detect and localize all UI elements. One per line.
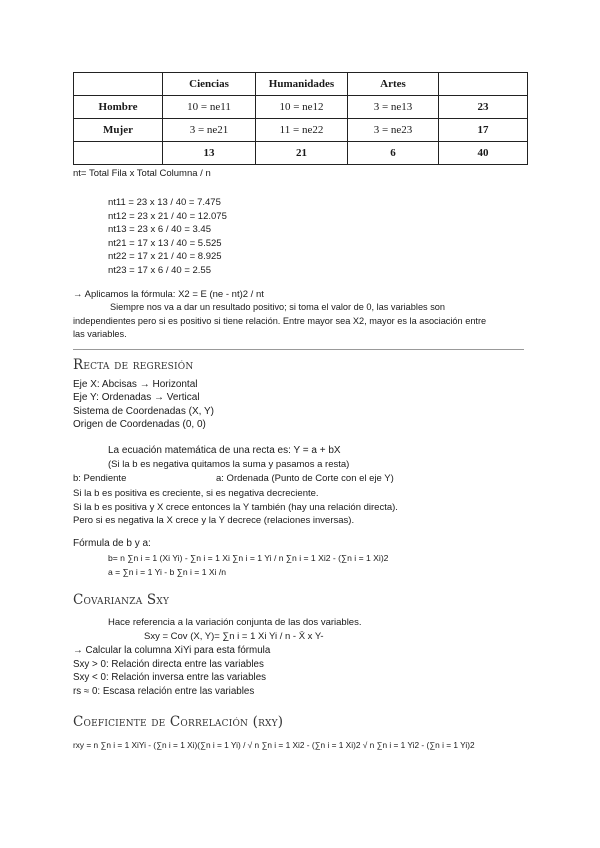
nt-line: nt13 = 23 x 6 / 40 = 3.45 [108, 224, 211, 236]
nt-line: nt11 = 23 x 13 / 40 = 7.475 [108, 197, 221, 208]
section-heading-regresion: Recta de regresión [73, 357, 194, 373]
table-cell: 3 = ne13 [348, 96, 439, 119]
contingency-table [73, 72, 528, 165]
covarianza-line: → Calcular la columna XiYi para esta fórmula [73, 645, 271, 656]
covarianza-formula: Sxy = Cov (X, Y)= ∑n i = 1 Xi Yi / n - X̄ x Y- [144, 631, 324, 642]
table-cell: 10 = ne11 [163, 96, 256, 119]
ordenada-label: a: Ordenada (Punto de Corte con el eje Y) [216, 473, 394, 484]
table-row [74, 96, 528, 119]
covarianza-line: Sxy > 0: Relación directa entre las variables [73, 658, 264, 670]
table-header-cell: Ciencias [163, 73, 256, 96]
table-cell: 10 = ne12 [256, 96, 348, 119]
nt-line: nt12 = 23 x 21 / 40 = 12.075 [108, 210, 227, 222]
section-divider [73, 349, 524, 350]
section-heading-correlacion: Coeficiente de Correlación (rxy) [73, 714, 284, 730]
ecuacion-note: (Si la b es negativa quitamos la suma y pasamos a resta) [108, 459, 350, 470]
table-cell: 13 [163, 142, 256, 165]
table-row [74, 119, 528, 142]
covarianza-intro: Hace referencia a la variación conjunta de las dos variables. [108, 617, 362, 628]
table-cell [74, 142, 163, 165]
chi-paragraph [73, 301, 528, 342]
covarianza-line: rs ≈ 0: Escasa relación entre las variables [73, 685, 255, 697]
table-cell: 6 [348, 142, 439, 165]
table-cell: 17 [439, 119, 528, 142]
chi-formula: → Aplicamos la fórmula: X2 = E (ne - nt)2 / nt [73, 289, 264, 300]
pendiente-label: b: Pendiente [73, 473, 127, 484]
table-cell: Hombre [74, 96, 163, 119]
nt-line: nt23 = 17 x 6 / 40 = 2.55 [108, 264, 211, 276]
section-heading-covarianza: Covarianza Sxy [73, 592, 170, 608]
table-header-cell: Artes [348, 73, 439, 96]
correlacion-formula: rxy = n ∑n i = 1 XiYi - (∑n i = 1 Xi)(∑n i = 1 Yi) / √ n ∑n i = 1 Xi2 - (∑n i = 1 Xi)2 √ n ∑n i = 1 Yi2 - (∑n i = 1 Yi)2 [73, 740, 475, 750]
table-row [74, 142, 528, 165]
table-cell: Mujer [74, 119, 163, 142]
axes-line: Eje Y: Ordenadas → Vertical [73, 392, 200, 404]
axes-line: Origen de Coordenadas (0, 0) [73, 418, 206, 430]
nt-list [108, 196, 227, 278]
table-header-cell: Humanidades [256, 73, 348, 96]
b-line: Pero si es negativa la X crece y la Y decrece (relaciones inversas). [73, 515, 355, 526]
nt-formula: nt= Total Fila x Total Columna / n [73, 168, 211, 179]
table-header-cell [439, 73, 528, 96]
covarianza-list [73, 644, 270, 698]
table-header-row [74, 73, 528, 96]
table-cell: 40 [439, 142, 528, 165]
axes-line: Eje X: Abcisas → Horizontal [73, 379, 198, 390]
formula-title: Fórmula de b y a: [73, 538, 151, 549]
chi-line: las variables. [73, 329, 127, 339]
covarianza-line: Sxy < 0: Relación inversa entre las variables [73, 672, 267, 683]
table-cell: 3 = ne23 [348, 119, 439, 142]
table-cell: 23 [439, 96, 528, 119]
table-cell: 21 [256, 142, 348, 165]
chi-line: independientes pero si es positivo si tiene relación. Entre mayor sea X2, mayor es la asociación entre [73, 315, 487, 326]
nt-line: nt21 = 17 x 13 / 40 = 5.525 [108, 237, 222, 249]
nt-line: nt22 = 17 x 21 / 40 = 8.925 [108, 251, 222, 263]
table-cell: 3 = ne21 [163, 119, 256, 142]
b-line: Si la b es positiva y X crece entonces la Y también (hay una relación directa). [73, 501, 398, 513]
table-cell: 11 = ne22 [256, 119, 348, 142]
formula-a: a = ∑n i = 1 Yi - b ∑n i = 1 Xi /n [108, 567, 227, 577]
b-explanation [73, 487, 398, 528]
axes-list [73, 378, 214, 431]
b-line: Si la b es positiva es creciente, si es negativa decreciente. [73, 488, 319, 499]
table-header-cell [74, 73, 163, 96]
axes-line: Sistema de Coordenadas (X, Y) [73, 405, 215, 417]
chi-line: Siempre nos va a dar un resultado positivo; si toma el valor de 0, las variables son [110, 302, 446, 312]
ecuacion-recta: La ecuación matemática de una recta es: Y = a + bX [108, 445, 341, 456]
formula-b: b= n ∑n i = 1 (Xi Yi) - ∑n i = 1 Xi ∑n i = 1 Yi / n ∑n i = 1 Xi2 - (∑n i = 1 Xi)2 [108, 553, 389, 563]
